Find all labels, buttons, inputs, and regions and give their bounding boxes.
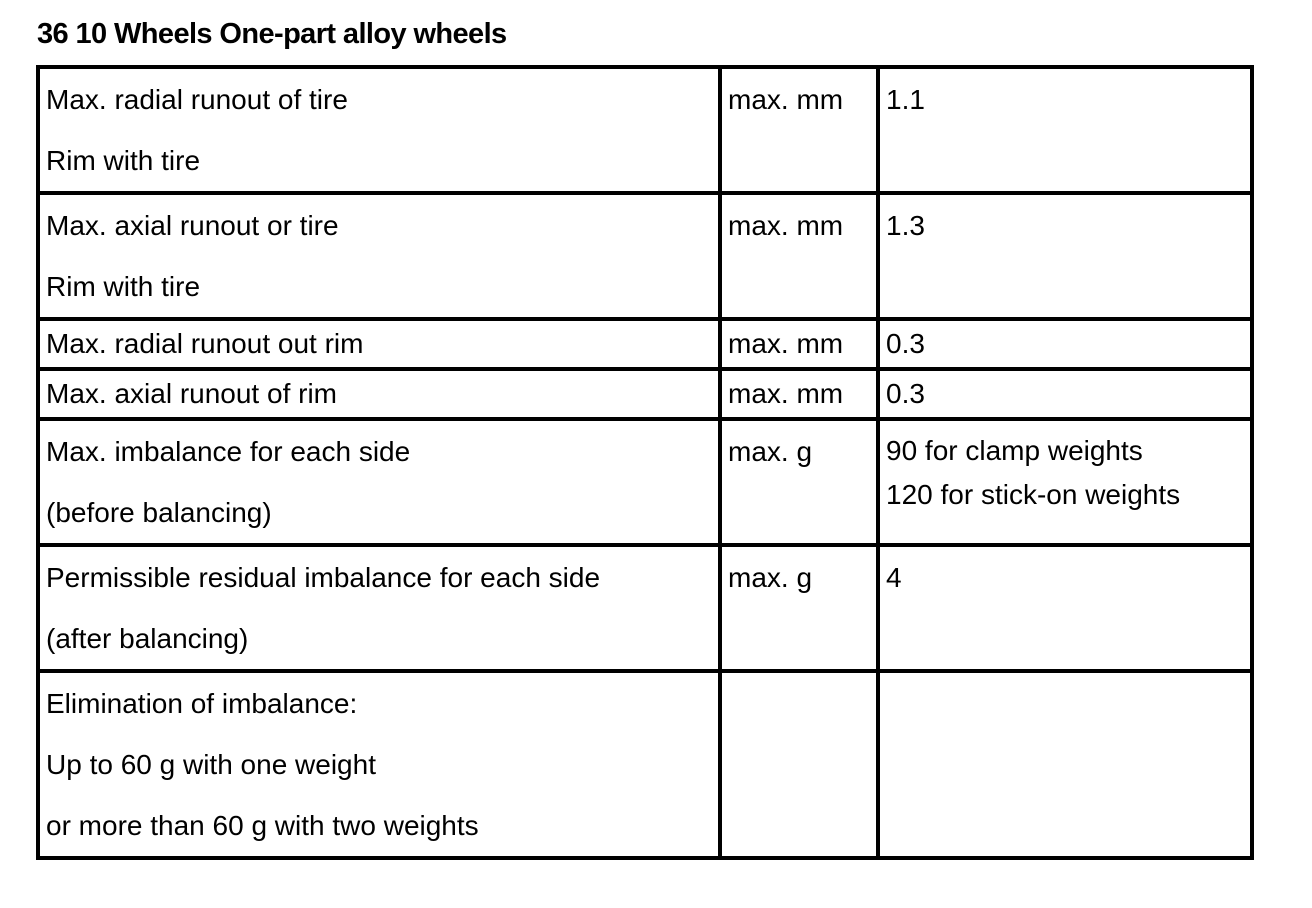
unit-text: max. mm [728, 84, 844, 115]
parameter-line: Max. imbalance for each side [46, 436, 411, 467]
parameter-cell [38, 67, 720, 193]
value-cell [878, 67, 1252, 193]
unit-text: max. mm [728, 328, 844, 359]
unit-text: max. g [728, 436, 813, 467]
value-text: 1.3 [886, 210, 925, 241]
unit-text: max. mm [728, 210, 844, 241]
parameter-line: (before balancing) [46, 497, 272, 528]
unit-cell [720, 369, 878, 419]
parameter-line: Max. radial runout of tire [46, 84, 348, 115]
value-text: 4 [886, 562, 902, 593]
parameter-cell [38, 671, 720, 858]
table-row [38, 419, 1252, 545]
value-text: 0.3 [886, 328, 925, 359]
unit-cell [720, 67, 878, 193]
unit-text: max. g [728, 562, 813, 593]
unit-text: max. mm [728, 378, 844, 409]
value-cell [878, 319, 1252, 369]
parameter-cell [38, 545, 720, 671]
unit-text [728, 673, 876, 734]
parameter-cell [38, 193, 720, 319]
unit-cell [720, 193, 878, 319]
parameter-line: (after balancing) [46, 623, 249, 654]
parameter-line: Rim with tire [46, 271, 201, 302]
parameter-line: Permissible residual imbalance for each side [46, 562, 601, 593]
table-row [38, 193, 1252, 319]
value-text: 1.1 [886, 84, 925, 115]
parameter-line: Max. axial runout of rim [46, 378, 337, 409]
parameter-line: Max. axial runout or tire [46, 210, 339, 241]
value-text: 120 for stick-on weights [886, 479, 1181, 510]
table-row [38, 67, 1252, 193]
parameter-cell [38, 319, 720, 369]
table-row [38, 369, 1252, 419]
parameter-cell [38, 369, 720, 419]
value-cell [878, 545, 1252, 671]
table-row [38, 545, 1252, 671]
parameter-line: Rim with tire [46, 145, 201, 176]
wheel-specification-table [36, 65, 1254, 860]
unit-cell [720, 671, 878, 858]
document-title: 36 10 Wheels One-part alloy wheels [37, 18, 507, 50]
parameter-line: Max. radial runout out rim [46, 328, 364, 359]
parameter-line: Elimination of imbalance: [46, 688, 358, 719]
value-text: 0.3 [886, 378, 925, 409]
value-text [886, 673, 1250, 734]
value-cell [878, 419, 1252, 545]
value-cell [878, 671, 1252, 858]
unit-cell [720, 545, 878, 671]
value-cell [878, 193, 1252, 319]
value-text: 90 for clamp weights [886, 435, 1143, 466]
parameter-line: or more than 60 g with two weights [46, 810, 479, 841]
table-row [38, 319, 1252, 369]
value-cell [878, 369, 1252, 419]
parameter-cell [38, 419, 720, 545]
unit-cell [720, 419, 878, 545]
unit-cell [720, 319, 878, 369]
table-row [38, 671, 1252, 858]
parameter-line: Up to 60 g with one weight [46, 749, 376, 780]
